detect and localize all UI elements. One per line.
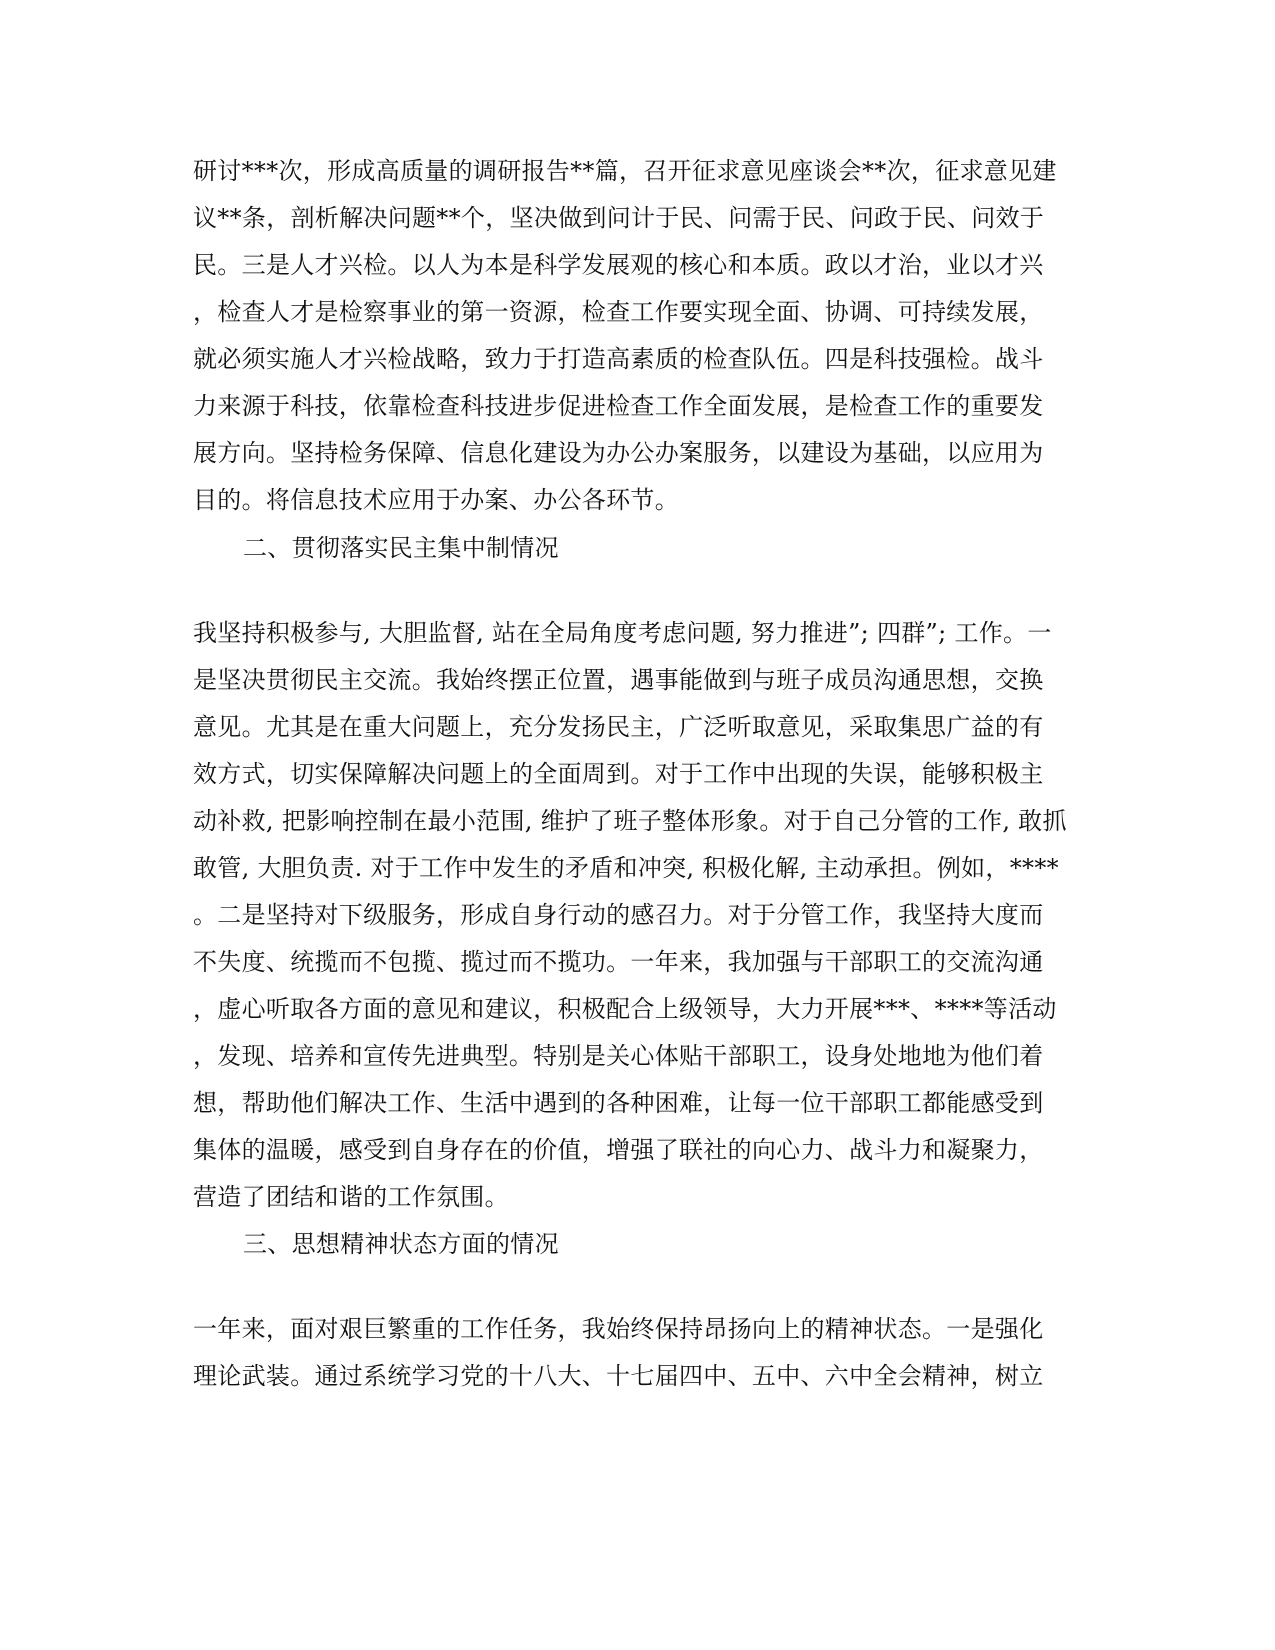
paragraph-2-line-4: 效方式，切实保障解决问题上的全面周到。对于工作中出现的失误，能够积极主: [193, 760, 1044, 788]
paragraph-3-line-1: 一年来，面对艰巨繁重的工作任务，我始终保持昂扬向上的精神状态。一是强化: [193, 1315, 1044, 1343]
paragraph-2-line-13: 营造了团结和谐的工作氛围。: [193, 1183, 509, 1211]
paragraph-3-line-2: 理论武装。通过系统学习党的十八大、十七届四中、五中、六中全会精神，树立: [193, 1362, 1044, 1390]
paragraph-1-line-5: 就必须实施人才兴检战略，致力于打造高素质的检查队伍。四是科技强检。战斗: [193, 345, 1044, 373]
paragraph-1-line-3: 民。三是人才兴检。以人为本是科学发展观的核心和本质。政以才治，业以才兴: [193, 251, 1044, 279]
paragraph-1-line-7: 展方向。坚持检务保障、信息化建设为办公办案服务，以建设为基础，以应用为: [193, 439, 1044, 467]
paragraph-2-line-3: 意见。尤其是在重大问题上，充分发扬民主，广泛听取意见，采取集思广益的有: [193, 713, 1044, 741]
paragraph-1-line-2: 议**条，剖析解决问题**个，坚决做到问计于民、问需于民、问政于民、问效于: [193, 204, 1045, 232]
paragraph-2-line-10: ，发现、培养和宣传先进典型。特别是关心体贴干部职工，设身处地地为他们着: [193, 1042, 1044, 1070]
paragraph-2-line-9: ，虚心听取各方面的意见和建议，积极配合上级领导，大力开展***、****等活动: [193, 995, 1057, 1023]
paragraph-1-line-4: ，检查人才是检察事业的第一资源，检查工作要实现全面、协调、可持续发展，: [193, 298, 1044, 326]
paragraph-2-line-8: 不失度、统揽而不包揽、揽过而不揽功。一年来，我加强与干部职工的交流沟通: [193, 948, 1044, 976]
paragraph-1-line-8: 目的。将信息技术应用于办案、办公各环节。: [193, 486, 679, 514]
section-heading-2: 二、贯彻落实民主集中制情况: [243, 534, 559, 562]
paragraph-1-line-6: 力来源于科技，依靠检查科技进步促进检查工作全面发展，是检查工作的重要发: [193, 392, 1044, 420]
section-heading-3: 三、思想精神状态方面的情况: [243, 1230, 559, 1258]
paragraph-2-line-6: 敢管, 大胆负责. 对于工作中发生的矛盾和冲突, 积极化解, 主动承担。例如，****: [193, 854, 1059, 882]
paragraph-2-line-2: 是坚决贯彻民主交流。我始终摆正位置，遇事能做到与班子成员沟通思想，交换: [193, 666, 1044, 694]
paragraph-2-line-11: 想，帮助他们解决工作、生活中遇到的各种困难，让每一位干部职工都能感受到: [193, 1089, 1044, 1117]
paragraph-2-line-1: 我坚持积极参与, 大胆监督, 站在全局角度考虑问题, 努力推进”; 四群”; 工作。一: [193, 619, 1052, 647]
paragraph-2-line-12: 集体的温暖，感受到自身存在的价值，增强了联社的向心力、战斗力和凝聚力，: [193, 1136, 1044, 1164]
paragraph-2-line-7: 。二是坚持对下级服务，形成自身行动的感召力。对于分管工作，我坚持大度而: [193, 901, 1044, 929]
paragraph-2-line-5: 动补救, 把影响控制在最小范围, 维护了班子整体形象。对于自己分管的工作, 敢抓: [193, 807, 1067, 835]
paragraph-1-line-1: 研讨***次，形成高质量的调研报告**篇，召开征求意见座谈会**次，征求意见建: [193, 157, 1057, 185]
